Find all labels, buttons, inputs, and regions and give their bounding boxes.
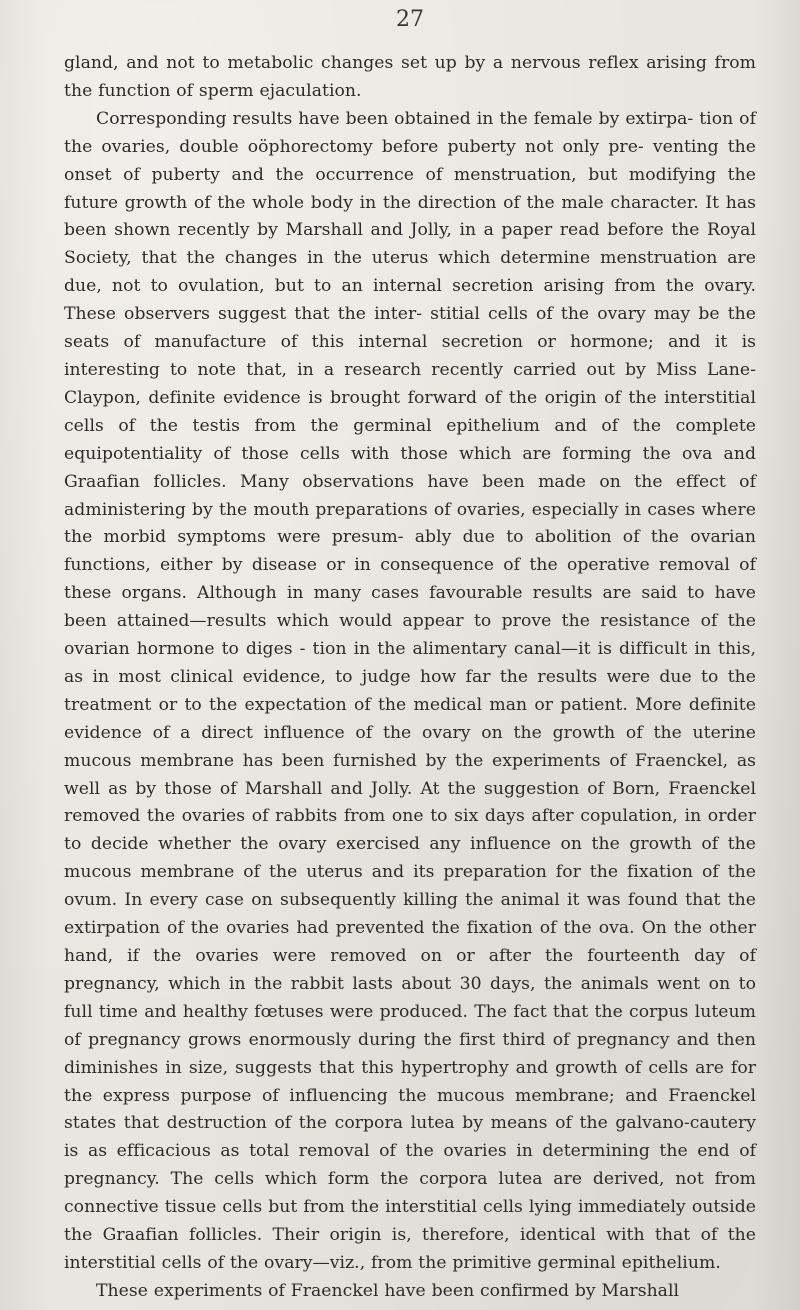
page-number: 27 (396, 7, 424, 32)
paragraph-1: gland, and not to metabolic changes set up by a nervous reflex arising from the function of sperm ejaculation. (64, 53, 756, 101)
paragraph-2: Corresponding results have been obtained in the female by extirpa- tion of the ovaries, double oöphorectomy before puberty not only pre- venting the onset of puberty and the occurrence of menstruation, but modifying the future growth of the whole body in the direction of the male character. It has been shown recently by Marshall and Jolly, in a paper read before the Royal Society, that the changes in the uterus which determine menstruation are due, not to ovulation, but to an internal secretion arising from the ovary. These observers suggest that the inter- stitial cells of the ovary may be the seats of manufacture of this internal secretion or hormone; and it is interesting to note that, in a research recently carried out by Miss Lane-Claypon, definite evidence is brought forward of the origin of the interstitial cells of the testis from the germinal epithelium and of the complete equipotentiality of those cells with those which are forming the ova and Graafian follicles. Many observations have been made on the effect of administering by the mouth preparations of ovaries, especially in cases where the morbid symptoms were presum- ably due to abolition of the ovarian functions, either by disease or in consequence of the operative removal of these organs. Although in many cases favourable results are said to have been attained—results which would appear to prove the resistance of the ovarian hormone to diges - tion in the alimentary canal—it is difficult in this, as in most clinical evidence, to judge how far the results were due to the treatment or to the expectation of the medical man or patient. More definite evidence of a direct influence of the ovary on the growth of the uterine mucous membrane has been furnished by the experiments of Fraenckel, as well as by those of Marshall and Jolly. At the suggestion of Born, Fraenckel removed the ovaries of rabbits from one to six days after copulation, in order to decide whether the ovary exercised any influence on the growth of the mucous membrane of the uterus and its preparation for the fixation of the ovum. In every case on subsequently killing the animal it was found that the extirpation of the ovaries had prevented the fixation of the ova. On the other hand, if the ovaries were removed on or after the fourteenth day of pregnancy, which in the rabbit lasts about 30 days, the animals went on to full time and healthy fœtuses were produced. The fact that the corpus luteum of pregnancy grows enormously during the first third of pregnancy and then diminishes in size, suggests that this hypertrophy and growth of cells are for the express purpose of influencing the mucous membrane; and Fraenckel states that destruction of the corpora lutea by means of the galvano-cautery is as efficacious as total removal of the ovaries in determining the end of pregnancy. The cells which form the corpora lutea are derived, not from connective tissue cells but from the interstitial cells lying immediately outside the Graafian follicles. Their origin is, therefore, identical with that of the interstitial cells of the ovary—viz., from the primitive germinal epithelium. (64, 108, 756, 1273)
paragraph-3: These experiments of Fraenckel have been confirmed by Marshall (96, 1280, 680, 1301)
body-text (64, 50, 756, 1306)
